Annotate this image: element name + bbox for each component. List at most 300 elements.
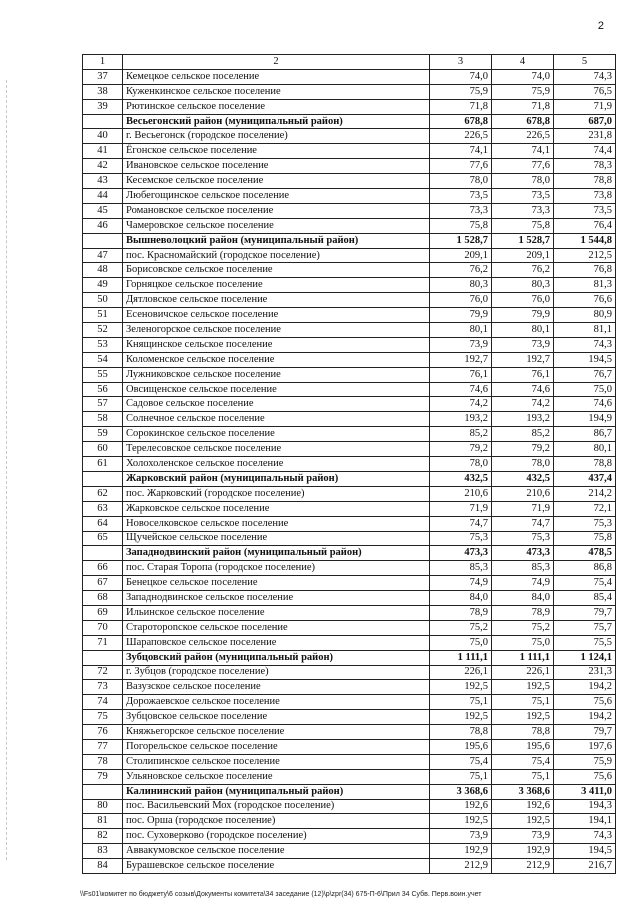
settlement-name-cell: пос. Суховерково (городское поселение) <box>123 829 430 844</box>
settlement-name-cell: пос. Красномайский (городское поселение) <box>123 248 430 263</box>
value-col5-cell: 3 411,0 <box>554 784 616 799</box>
table-row <box>83 323 616 338</box>
settlement-name-cell: Рютинское сельское поселение <box>123 99 430 114</box>
table-row <box>83 859 616 874</box>
value-col3-cell: 73,3 <box>430 203 492 218</box>
district-row <box>83 471 616 486</box>
value-col3-cell: 1 528,7 <box>430 233 492 248</box>
row-number-cell: 76 <box>83 725 123 740</box>
value-col5-cell: 216,7 <box>554 859 616 874</box>
value-col4-cell: 75,4 <box>492 754 554 769</box>
value-col4-cell: 75,1 <box>492 769 554 784</box>
row-number-cell: 48 <box>83 263 123 278</box>
table-row <box>83 680 616 695</box>
value-col5-cell: 81,3 <box>554 278 616 293</box>
value-col5-cell: 81,1 <box>554 323 616 338</box>
row-number-cell: 70 <box>83 620 123 635</box>
value-col4-cell: 73,3 <box>492 203 554 218</box>
row-number-cell: 78 <box>83 754 123 769</box>
value-col4-cell: 1 528,7 <box>492 233 554 248</box>
row-number-cell <box>83 114 123 129</box>
settlement-name-cell: Жарковский район (муниципальный район) <box>123 471 430 486</box>
value-col4-cell: 75,2 <box>492 620 554 635</box>
table-row <box>83 382 616 397</box>
value-col5-cell: 79,7 <box>554 605 616 620</box>
row-number-cell: 56 <box>83 382 123 397</box>
settlement-name-cell: Холохоленское сельское поселение <box>123 457 430 472</box>
table-row <box>83 69 616 84</box>
settlement-name-cell: Новоселковское сельское поселение <box>123 516 430 531</box>
value-col4-cell: 76,2 <box>492 263 554 278</box>
row-number-cell: 51 <box>83 308 123 323</box>
value-col5-cell: 75,7 <box>554 620 616 635</box>
value-col3-cell: 71,8 <box>430 99 492 114</box>
value-col4-cell: 74,2 <box>492 397 554 412</box>
page-number: 2 <box>597 20 604 32</box>
settlement-name-cell: Куженкинское сельское поселение <box>123 84 430 99</box>
value-col4-cell: 75,8 <box>492 218 554 233</box>
table-row <box>83 561 616 576</box>
district-row <box>83 546 616 561</box>
value-col3-cell: 85,2 <box>430 427 492 442</box>
value-col4-cell: 226,5 <box>492 129 554 144</box>
district-row <box>83 114 616 129</box>
value-col3-cell: 79,2 <box>430 442 492 457</box>
value-col3-cell: 432,5 <box>430 471 492 486</box>
value-col5-cell: 85,4 <box>554 591 616 606</box>
value-col5-cell: 74,6 <box>554 397 616 412</box>
settlement-name-cell: Любегощинское сельское поселение <box>123 189 430 204</box>
table-row <box>83 799 616 814</box>
value-col3-cell: 210,6 <box>430 486 492 501</box>
table-row <box>83 725 616 740</box>
value-col4-cell: 78,8 <box>492 725 554 740</box>
settlement-name-cell: Ивановское сельское поселение <box>123 159 430 174</box>
row-number-cell: 58 <box>83 412 123 427</box>
value-col4-cell: 75,3 <box>492 531 554 546</box>
value-col5-cell: 75,4 <box>554 576 616 591</box>
value-col5-cell: 437,4 <box>554 471 616 486</box>
value-col4-cell: 192,5 <box>492 710 554 725</box>
table-row <box>83 754 616 769</box>
value-col3-cell: 75,2 <box>430 620 492 635</box>
value-col3-cell: 75,0 <box>430 635 492 650</box>
settlement-name-cell: Ульяновское сельское поселение <box>123 769 430 784</box>
value-col4-cell: 73,9 <box>492 337 554 352</box>
table-row <box>83 620 616 635</box>
value-col4-cell: 73,5 <box>492 189 554 204</box>
value-col5-cell: 75,5 <box>554 635 616 650</box>
value-col4-cell: 78,0 <box>492 174 554 189</box>
table-row <box>83 531 616 546</box>
value-col4-cell: 77,6 <box>492 159 554 174</box>
column-header-3: 3 <box>430 55 492 70</box>
scan-edge-mark <box>6 80 8 860</box>
table-row <box>83 695 616 710</box>
settlement-name-cell: Коломенское сельское поселение <box>123 352 430 367</box>
column-header-2: 2 <box>123 55 430 70</box>
table-row <box>83 516 616 531</box>
value-col4-cell: 73,9 <box>492 829 554 844</box>
value-col4-cell: 75,9 <box>492 84 554 99</box>
value-col3-cell: 226,1 <box>430 665 492 680</box>
row-number-cell: 60 <box>83 442 123 457</box>
value-col3-cell: 192,5 <box>430 710 492 725</box>
value-col5-cell: 231,3 <box>554 665 616 680</box>
table-row <box>83 412 616 427</box>
value-col5-cell: 80,1 <box>554 442 616 457</box>
value-col5-cell: 74,3 <box>554 337 616 352</box>
table-row <box>83 576 616 591</box>
row-number-cell: 45 <box>83 203 123 218</box>
settlement-name-cell: Жарковское сельское поселение <box>123 501 430 516</box>
settlement-name-cell: Горняцкое сельское поселение <box>123 278 430 293</box>
row-number-cell: 43 <box>83 174 123 189</box>
value-col5-cell: 194,3 <box>554 799 616 814</box>
table-row <box>83 635 616 650</box>
row-number-cell: 53 <box>83 337 123 352</box>
value-col5-cell: 75,6 <box>554 695 616 710</box>
district-row <box>83 650 616 665</box>
value-col3-cell: 193,2 <box>430 412 492 427</box>
value-col4-cell: 75,1 <box>492 695 554 710</box>
value-col3-cell: 78,0 <box>430 174 492 189</box>
row-number-cell: 79 <box>83 769 123 784</box>
row-number-cell: 63 <box>83 501 123 516</box>
value-col3-cell: 192,5 <box>430 814 492 829</box>
value-col4-cell: 85,2 <box>492 427 554 442</box>
table-row <box>83 665 616 680</box>
table-row <box>83 248 616 263</box>
table-row <box>83 99 616 114</box>
value-col5-cell: 73,8 <box>554 189 616 204</box>
district-row <box>83 233 616 248</box>
settlement-name-cell: Аввакумовское сельское поселение <box>123 844 430 859</box>
value-col3-cell: 192,7 <box>430 352 492 367</box>
settlement-name-cell: пос. Васильевский Мох (городское поселение) <box>123 799 430 814</box>
value-col3-cell: 73,5 <box>430 189 492 204</box>
value-col3-cell: 192,9 <box>430 844 492 859</box>
table-row <box>83 605 616 620</box>
value-col3-cell: 84,0 <box>430 591 492 606</box>
settlement-name-cell: Столипинское сельское поселение <box>123 754 430 769</box>
value-col4-cell: 192,6 <box>492 799 554 814</box>
settlement-name-cell: Ёгонское сельское поселение <box>123 144 430 159</box>
table-row <box>83 442 616 457</box>
value-col3-cell: 71,9 <box>430 501 492 516</box>
settlement-name-cell: пос. Старая Торопа (городское поселение) <box>123 561 430 576</box>
value-col4-cell: 1 111,1 <box>492 650 554 665</box>
value-col4-cell: 76,1 <box>492 367 554 382</box>
value-col5-cell: 79,7 <box>554 725 616 740</box>
table-row <box>83 501 616 516</box>
row-number-cell: 73 <box>83 680 123 695</box>
value-col5-cell: 75,8 <box>554 531 616 546</box>
row-number-cell: 46 <box>83 218 123 233</box>
value-col3-cell: 79,9 <box>430 308 492 323</box>
settlement-name-cell: Старотороnское сельское поселение <box>123 620 430 635</box>
row-number-cell: 37 <box>83 69 123 84</box>
table-body <box>83 69 616 873</box>
row-number-cell: 68 <box>83 591 123 606</box>
row-number-cell: 50 <box>83 293 123 308</box>
value-col4-cell: 79,2 <box>492 442 554 457</box>
row-number-cell: 59 <box>83 427 123 442</box>
row-number-cell: 72 <box>83 665 123 680</box>
table-row <box>83 591 616 606</box>
column-header-5: 5 <box>554 55 616 70</box>
table-row <box>83 427 616 442</box>
value-col4-cell: 192,9 <box>492 844 554 859</box>
row-number-cell: 67 <box>83 576 123 591</box>
value-col4-cell: 75,0 <box>492 635 554 650</box>
value-col5-cell: 194,2 <box>554 680 616 695</box>
value-col3-cell: 77,6 <box>430 159 492 174</box>
table-row <box>83 710 616 725</box>
settlement-name-cell: Княщинское сельское поселение <box>123 337 430 352</box>
row-number-cell <box>83 784 123 799</box>
value-col5-cell: 75,9 <box>554 754 616 769</box>
value-col3-cell: 74,1 <box>430 144 492 159</box>
value-col4-cell: 74,0 <box>492 69 554 84</box>
value-col3-cell: 80,3 <box>430 278 492 293</box>
value-col3-cell: 75,1 <box>430 769 492 784</box>
value-col5-cell: 78,3 <box>554 159 616 174</box>
settlement-name-cell: Дятловское сельское поселение <box>123 293 430 308</box>
row-number-cell: 54 <box>83 352 123 367</box>
row-number-cell: 42 <box>83 159 123 174</box>
value-col5-cell: 76,7 <box>554 367 616 382</box>
value-col3-cell: 74,7 <box>430 516 492 531</box>
value-col4-cell: 71,9 <box>492 501 554 516</box>
value-col4-cell: 78,9 <box>492 605 554 620</box>
settlement-name-cell: Западнодвинский район (муниципальный район) <box>123 546 430 561</box>
settlement-name-cell: Весьегонский район (муниципальный район) <box>123 114 430 129</box>
value-col3-cell: 192,5 <box>430 680 492 695</box>
value-col5-cell: 74,3 <box>554 829 616 844</box>
value-col4-cell: 212,9 <box>492 859 554 874</box>
value-col3-cell: 212,9 <box>430 859 492 874</box>
value-col3-cell: 75,4 <box>430 754 492 769</box>
value-col4-cell: 678,8 <box>492 114 554 129</box>
value-col3-cell: 73,9 <box>430 337 492 352</box>
row-number-cell: 83 <box>83 844 123 859</box>
value-col3-cell: 226,5 <box>430 129 492 144</box>
value-col3-cell: 1 111,1 <box>430 650 492 665</box>
row-number-cell: 38 <box>83 84 123 99</box>
settlement-name-cell: Погорельское сельское поселение <box>123 739 430 754</box>
value-col5-cell: 194,5 <box>554 844 616 859</box>
value-col3-cell: 74,6 <box>430 382 492 397</box>
settlement-name-cell: Княжьегорское сельское поселение <box>123 725 430 740</box>
table-row <box>83 84 616 99</box>
value-col5-cell: 214,2 <box>554 486 616 501</box>
value-col5-cell: 86,7 <box>554 427 616 442</box>
value-col4-cell: 210,6 <box>492 486 554 501</box>
settlement-name-cell: Солнечное сельское поселение <box>123 412 430 427</box>
value-col4-cell: 192,5 <box>492 680 554 695</box>
row-number-cell: 77 <box>83 739 123 754</box>
value-col5-cell: 73,5 <box>554 203 616 218</box>
table-row <box>83 486 616 501</box>
value-col3-cell: 78,9 <box>430 605 492 620</box>
value-col5-cell: 231,8 <box>554 129 616 144</box>
value-col4-cell: 80,1 <box>492 323 554 338</box>
row-number-cell: 74 <box>83 695 123 710</box>
value-col5-cell: 1 124,1 <box>554 650 616 665</box>
settlement-name-cell: Кесемское сельское поселение <box>123 174 430 189</box>
row-number-cell: 49 <box>83 278 123 293</box>
settlement-name-cell: Западнодвинское сельское поселение <box>123 591 430 606</box>
value-col3-cell: 473,3 <box>430 546 492 561</box>
table-row <box>83 367 616 382</box>
value-col3-cell: 3 368,6 <box>430 784 492 799</box>
value-col3-cell: 80,1 <box>430 323 492 338</box>
settlement-name-cell: Бурашевское сельское поселение <box>123 859 430 874</box>
row-number-cell: 64 <box>83 516 123 531</box>
value-col4-cell: 473,3 <box>492 546 554 561</box>
value-col5-cell: 86,8 <box>554 561 616 576</box>
value-col4-cell: 78,0 <box>492 457 554 472</box>
row-number-cell: 82 <box>83 829 123 844</box>
value-col5-cell: 194,2 <box>554 710 616 725</box>
value-col4-cell: 71,8 <box>492 99 554 114</box>
value-col4-cell: 3 368,6 <box>492 784 554 799</box>
value-col3-cell: 78,8 <box>430 725 492 740</box>
value-col5-cell: 78,8 <box>554 174 616 189</box>
value-col5-cell: 194,1 <box>554 814 616 829</box>
value-col5-cell: 71,9 <box>554 99 616 114</box>
value-col4-cell: 74,9 <box>492 576 554 591</box>
value-col5-cell: 75,0 <box>554 382 616 397</box>
settlement-name-cell: Ильинское сельское поселение <box>123 605 430 620</box>
value-col3-cell: 192,6 <box>430 799 492 814</box>
column-header-4: 4 <box>492 55 554 70</box>
row-number-cell: 69 <box>83 605 123 620</box>
row-number-cell: 81 <box>83 814 123 829</box>
settlement-name-cell: Борисовское сельское поселение <box>123 263 430 278</box>
table-row <box>83 739 616 754</box>
settlement-name-cell: Вышневолоцкий район (муниципальный район) <box>123 233 430 248</box>
row-number-cell: 52 <box>83 323 123 338</box>
row-number-cell: 57 <box>83 397 123 412</box>
table-row <box>83 457 616 472</box>
value-col4-cell: 85,3 <box>492 561 554 576</box>
settlement-name-cell: Зеленогорское сельское поселение <box>123 323 430 338</box>
value-col3-cell: 74,9 <box>430 576 492 591</box>
value-col5-cell: 72,1 <box>554 501 616 516</box>
settlement-name-cell: пос. Жарковский (городское поселение) <box>123 486 430 501</box>
value-col3-cell: 678,8 <box>430 114 492 129</box>
column-number-row <box>83 55 616 70</box>
value-col5-cell: 478,5 <box>554 546 616 561</box>
value-col4-cell: 74,1 <box>492 144 554 159</box>
district-row <box>83 784 616 799</box>
table-row <box>83 174 616 189</box>
row-number-cell: 61 <box>83 457 123 472</box>
table-row <box>83 293 616 308</box>
table-row <box>83 203 616 218</box>
value-col4-cell: 192,7 <box>492 352 554 367</box>
row-number-cell: 44 <box>83 189 123 204</box>
row-number-cell: 65 <box>83 531 123 546</box>
row-number-cell: 75 <box>83 710 123 725</box>
settlement-name-cell: Шараповское сельское поселение <box>123 635 430 650</box>
table-row <box>83 263 616 278</box>
value-col5-cell: 212,5 <box>554 248 616 263</box>
value-col4-cell: 74,6 <box>492 382 554 397</box>
value-col4-cell: 76,0 <box>492 293 554 308</box>
value-col3-cell: 195,6 <box>430 739 492 754</box>
value-col5-cell: 74,4 <box>554 144 616 159</box>
settlement-name-cell: Бенецкое сельское поселение <box>123 576 430 591</box>
value-col3-cell: 74,0 <box>430 69 492 84</box>
row-number-cell: 55 <box>83 367 123 382</box>
value-col3-cell: 76,2 <box>430 263 492 278</box>
settlement-name-cell: Дорожаевское сельское поселение <box>123 695 430 710</box>
row-number-cell: 84 <box>83 859 123 874</box>
table-row <box>83 337 616 352</box>
value-col4-cell: 226,1 <box>492 665 554 680</box>
table-row <box>83 218 616 233</box>
table-row <box>83 397 616 412</box>
value-col5-cell: 80,9 <box>554 308 616 323</box>
table-row <box>83 769 616 784</box>
value-col5-cell: 687,0 <box>554 114 616 129</box>
row-number-cell <box>83 546 123 561</box>
value-col5-cell: 76,4 <box>554 218 616 233</box>
table-row <box>83 159 616 174</box>
row-number-cell: 40 <box>83 129 123 144</box>
value-col5-cell: 76,6 <box>554 293 616 308</box>
table-row <box>83 144 616 159</box>
value-col3-cell: 75,3 <box>430 531 492 546</box>
table-row <box>83 352 616 367</box>
settlement-name-cell: Калининский район (муниципальный район) <box>123 784 430 799</box>
table-row <box>83 189 616 204</box>
value-col3-cell: 209,1 <box>430 248 492 263</box>
settlement-name-cell: Терелесовское сельское поселение <box>123 442 430 457</box>
row-number-cell: 47 <box>83 248 123 263</box>
settlement-name-cell: г. Зубцов (городское поселение) <box>123 665 430 680</box>
value-col5-cell: 75,6 <box>554 769 616 784</box>
value-col5-cell: 1 544,8 <box>554 233 616 248</box>
settlement-name-cell: Зубцовский район (муниципальный район) <box>123 650 430 665</box>
table-row <box>83 814 616 829</box>
value-col4-cell: 195,6 <box>492 739 554 754</box>
table-row <box>83 129 616 144</box>
row-number-cell: 80 <box>83 799 123 814</box>
row-number-cell: 39 <box>83 99 123 114</box>
value-col4-cell: 192,5 <box>492 814 554 829</box>
value-col5-cell: 75,3 <box>554 516 616 531</box>
row-number-cell: 62 <box>83 486 123 501</box>
value-col5-cell: 194,5 <box>554 352 616 367</box>
value-col4-cell: 80,3 <box>492 278 554 293</box>
value-col4-cell: 84,0 <box>492 591 554 606</box>
row-number-cell: 66 <box>83 561 123 576</box>
row-number-cell <box>83 471 123 486</box>
table-row <box>83 829 616 844</box>
settlement-name-cell: Чамеровское сельское поселение <box>123 218 430 233</box>
value-col5-cell: 194,9 <box>554 412 616 427</box>
value-col4-cell: 209,1 <box>492 248 554 263</box>
table-row <box>83 308 616 323</box>
value-col3-cell: 75,9 <box>430 84 492 99</box>
value-col5-cell: 74,3 <box>554 69 616 84</box>
value-col5-cell: 78,8 <box>554 457 616 472</box>
value-col5-cell: 76,8 <box>554 263 616 278</box>
